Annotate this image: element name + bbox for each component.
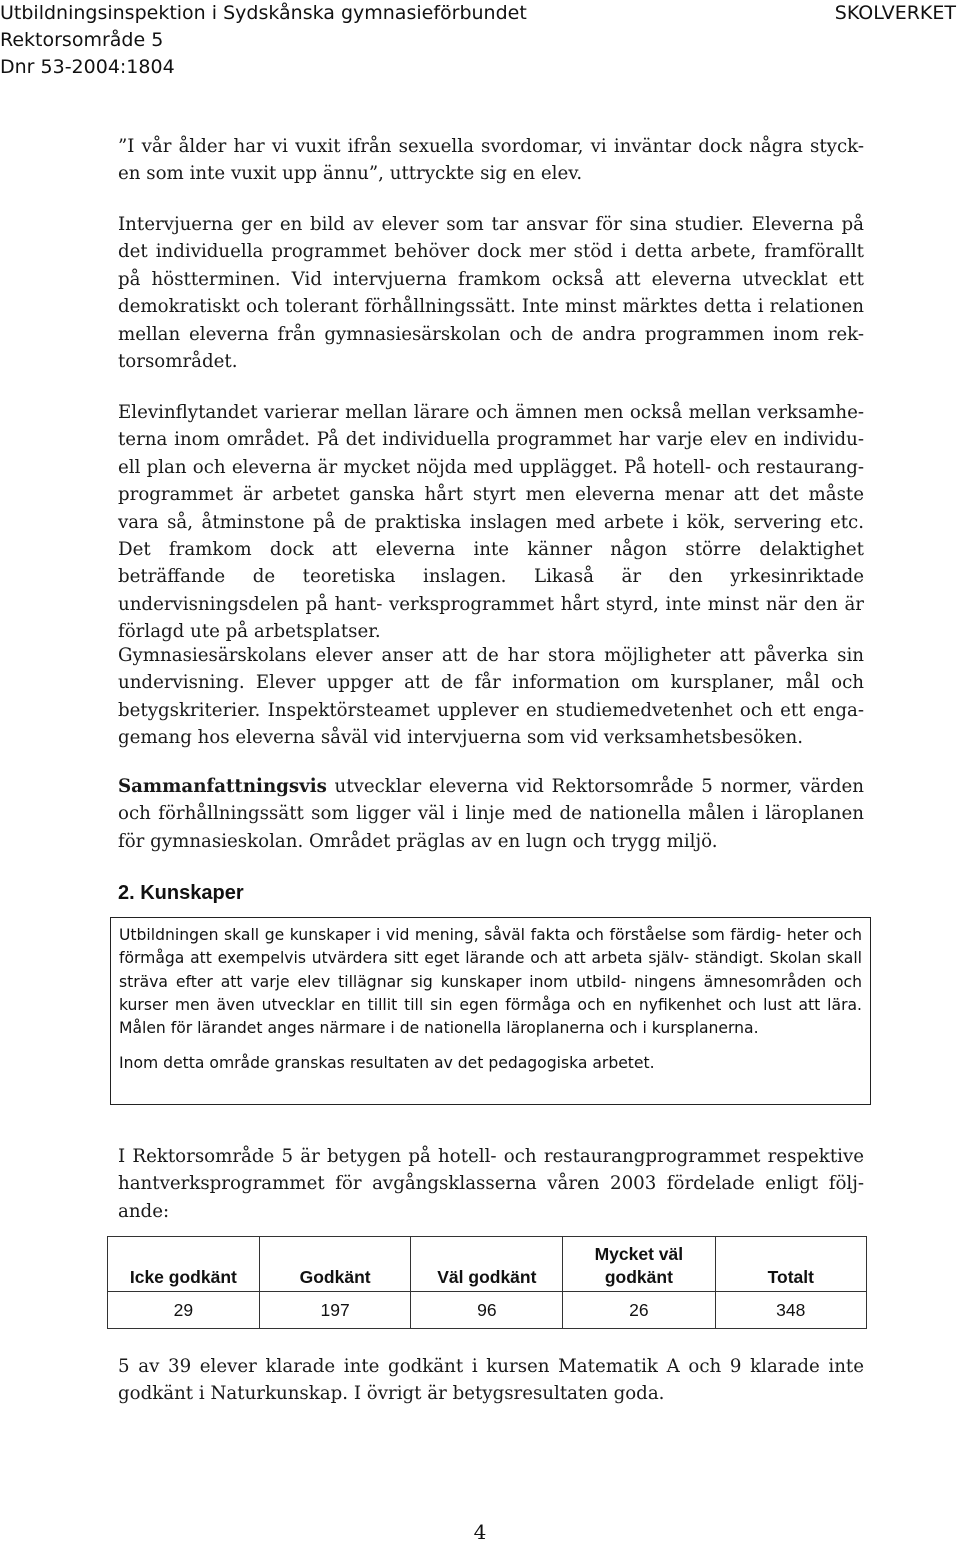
paragraph-text: I Rektorsområde 5 är betygen på hotell- och restaurangprogrammet respektive hantverksprogrammet för avgångsklasserna våren 2003 fördelade enligt följ- ande: (118, 1146, 864, 1222)
value-cell: 197 (259, 1292, 411, 1329)
header-cell: Väl godkänt (411, 1237, 563, 1292)
value-cell: 348 (715, 1292, 866, 1329)
value-cell: 26 (563, 1292, 715, 1329)
summary-lead: Sammanfattningsvis (118, 776, 327, 797)
table-header-row (108, 1237, 867, 1292)
summary-rest: utvecklar eleverna vid Rektorsområde 5 normer, värden och förhållningssätt som ligger väl i linje med de nationella målen i läroplanen för gymnasieskolan. Området präglas av en lugn och trygg miljö. (118, 776, 864, 852)
value-cell: 29 (108, 1292, 260, 1329)
header-cell (563, 1237, 715, 1292)
summary-paragraph (118, 773, 864, 855)
header-reference-number: Dnr 53-2004:1804 (0, 56, 175, 78)
document-header (0, 0, 527, 81)
paragraph-text (118, 773, 864, 855)
grades-table (107, 1236, 867, 1329)
header-title: Utbildningsinspektion i Sydskånska gymnasieförbundet (0, 2, 527, 24)
closing-paragraph (118, 1353, 864, 1408)
paragraph-text: Intervjuerna ger en bild av elever som tar ansvar för sina studier. Eleverna på det individuella programmet behöver dock mer stöd i detta arbete, framförallt på höstterminen. Vid intervjuerna framkom också att eleverna utvecklat ett demokratiskt och tolerant förhållningssätt. Inte minst märktes detta i relationen mellan eleverna från gymnasiesärskolan och de andra programmen inom rek- torsområdet. (118, 214, 864, 373)
page-number: 4 (473, 1520, 487, 1544)
goal-box-text: Utbildningen skall ge kunskaper i vid mening, såväl fakta och förståelse som färdig- heter och förmåga att exempelvis utvärdera sitt eget lärande och att arbeta själv- ständigt. Skolan skall sträva efter att varje elev tillägnar sig kunskaper inom utbild- ningens ämnesområden och kurser men även utvecklar en tillit till sin egen förmåga och en nyfikenhet och lust att lära. Målen för lärandet anges närmare i de nationella läroplanerna och i kursplanerna. (119, 926, 862, 1038)
paragraph-text: 5 av 39 elever klarade inte godkänt i kursen Matematik A och 9 klarade inte godkänt i Naturkunskap. I övrigt är betygsresultaten goda. (118, 1356, 864, 1405)
paragraph-text: Gymnasiesärskolans elever anser att de har stora möjligheter att påverka sin undervisning. Elever uppger att de får information om kursplaner, mål och betygskriterier. Inspektörsteamet upplever en studiemedvetenhet och ett enga- gemang hos eleverna såväl vid intervjuerna som vid verksamhetsbesöken. (118, 645, 864, 749)
grades-intro-paragraph (118, 1143, 864, 1225)
quote-paragraph (118, 133, 864, 188)
value-cell: 96 (411, 1292, 563, 1329)
quote-text: ”I vår ålder har vi vuxit ifrån sexuella svordomar, vi inväntar dock några styck- en som inte vuxit upp ännu”, uttryckte sig en elev. (118, 136, 864, 185)
body-paragraph-2 (118, 399, 864, 646)
header-cell: Icke godkänt (108, 1237, 260, 1292)
header-cell: Godkänt (259, 1237, 411, 1292)
goal-box (110, 917, 871, 1105)
header-brand: SKOLVERKET (834, 2, 956, 24)
header-cell: Totalt (715, 1237, 866, 1292)
header-cell-text: Mycket väl godkänt (594, 1244, 684, 1287)
body-paragraph-3 (118, 642, 864, 752)
section-heading: 2. Kunskaper (118, 882, 244, 904)
table-row (108, 1292, 867, 1329)
paragraph-text: Elevinflytandet varierar mellan lärare och ämnen men också mellan verksamhe- terna inom området. På det individuella programmet har varje elev en individu- ell plan och eleverna är mycket nöjda med upplägget. På hotell- och restaurang- programmet är arbetet ganska hårt styrt men eleverna menar att det måste vara så, åtminstone på de praktiska inslagen med arbete i kök, servering etc. Det framkom dock att eleverna inte känner någon större delaktighet beträffande de teoretiska inslagen. Likaså är den yrkesinriktade undervisningsdelen på hant- verksprogrammet hårt styrd, inte minst när den är förlagd ute på arbetsplatser. (118, 402, 864, 643)
header-subtitle: Rektorsområde 5 (0, 29, 164, 51)
body-paragraph-1 (118, 211, 864, 375)
goal-box-scope: Inom detta område granskas resultaten av det pedagogiska arbetet. (119, 1054, 655, 1073)
